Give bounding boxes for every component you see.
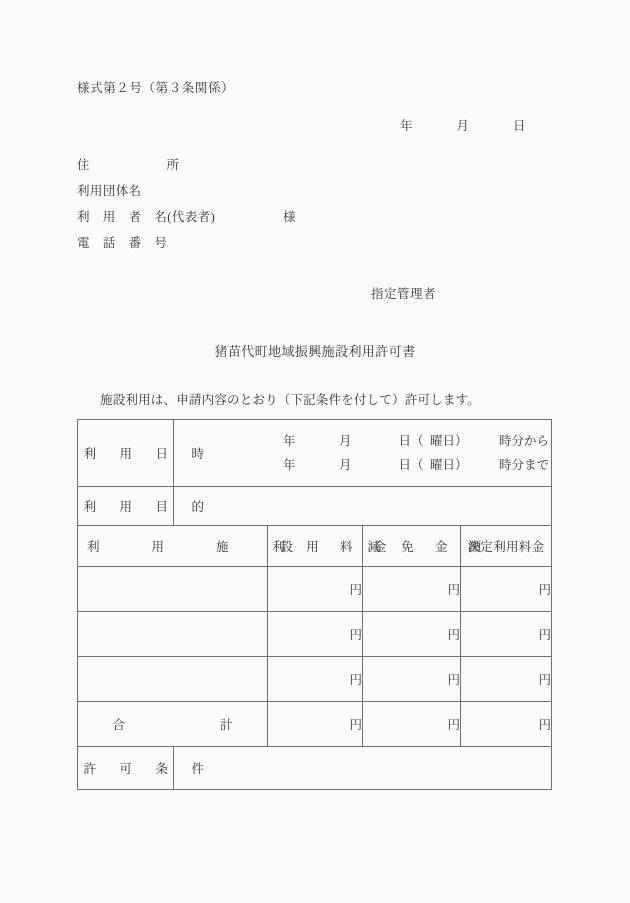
address-line: [77, 152, 215, 178]
phone-label: 電 話 番 号: [77, 236, 168, 250]
datetime-to-minute: 分まで: [511, 458, 550, 472]
group-name-label: 利用団体名: [77, 184, 142, 198]
date-day-label: 日: [513, 119, 526, 133]
datetime-value-cell[interactable]: [174, 420, 552, 487]
datetime-from-month: 月: [338, 434, 352, 448]
row-reduction-cell[interactable]: 円: [363, 612, 461, 657]
user-name-line: [77, 204, 296, 230]
total-fee-cell[interactable]: 円: [268, 702, 363, 747]
table-row: [78, 612, 552, 657]
row-facility-cell[interactable]: [78, 612, 268, 657]
row-fee-cell[interactable]: 円: [268, 657, 363, 702]
row-reduction-cell[interactable]: 円: [363, 567, 461, 612]
permit-table: [77, 419, 552, 790]
date-year-label: 年: [400, 119, 413, 133]
table-row-total: [78, 702, 552, 747]
datetime-from-minute: 分から: [511, 434, 550, 448]
datetime-to-month: 月: [338, 458, 352, 472]
lead-sentence: 施設利用は、申請内容のとおり（下記条件を付して）許可します。: [100, 393, 481, 407]
purpose-value-cell[interactable]: [174, 487, 552, 526]
address-label: 住 所: [77, 158, 185, 172]
row-decided-fee-cell[interactable]: 円: [461, 657, 552, 702]
datetime-to-year: 年: [282, 458, 296, 472]
table-row-purpose: [78, 487, 552, 526]
applicant-block: [77, 152, 296, 256]
datetime-from-year: 年: [282, 434, 296, 448]
row-decided-fee-cell[interactable]: 円: [461, 567, 552, 612]
datetime-label: 利 用 日 時: [78, 420, 174, 487]
purpose-label: 利 用 目 的: [78, 487, 174, 526]
date-line: [400, 116, 526, 134]
group-name-line: [77, 178, 215, 204]
row-reduction-cell[interactable]: 円: [363, 657, 461, 702]
header-facility: 利 用 施 設: [78, 526, 268, 567]
datetime-from-weekday: 曜日）: [429, 434, 468, 448]
table-row: [78, 567, 552, 612]
table-row-datetime: [78, 420, 552, 487]
datetime-from-day: 日（: [398, 434, 424, 448]
conditions-label: 許 可 条 件: [78, 747, 174, 790]
conditions-value-cell[interactable]: [174, 747, 552, 790]
table-row-conditions: [78, 747, 552, 790]
datetime-to-hour: 時: [498, 458, 512, 472]
datetime-to-day: 日（: [398, 458, 424, 472]
total-decided-fee-cell[interactable]: 円: [461, 702, 552, 747]
header-fee: 利 用 料 金: [268, 526, 363, 567]
designated-administrator: 指定管理者: [371, 287, 437, 301]
user-name-label: 利 用 者 名(代表者): [77, 210, 216, 224]
datetime-to-row: [174, 453, 551, 477]
row-facility-cell[interactable]: [78, 567, 268, 612]
date-month-label: 月: [456, 119, 470, 133]
row-fee-cell[interactable]: 円: [268, 567, 363, 612]
form-number: 様式第２号（第３条関係）: [77, 81, 235, 95]
honorific-label: 様: [283, 210, 296, 224]
row-facility-cell[interactable]: [78, 657, 268, 702]
row-fee-cell[interactable]: 円: [268, 612, 363, 657]
header-decided-fee: 決定利用料金: [461, 526, 552, 567]
datetime-to-weekday: 曜日）: [429, 458, 468, 472]
table-row: [78, 657, 552, 702]
header-reduction: 減 免 金 額: [363, 526, 461, 567]
datetime-from-hour: 時: [498, 434, 512, 448]
table-row-headers: [78, 526, 552, 567]
page-title: 猪苗代町地域振興施設利用許可書: [214, 344, 416, 359]
phone-line: [77, 230, 215, 256]
datetime-from-row: [174, 429, 551, 453]
total-reduction-cell[interactable]: 円: [363, 702, 461, 747]
total-label: 合 計: [78, 702, 268, 747]
row-decided-fee-cell[interactable]: 円: [461, 612, 552, 657]
